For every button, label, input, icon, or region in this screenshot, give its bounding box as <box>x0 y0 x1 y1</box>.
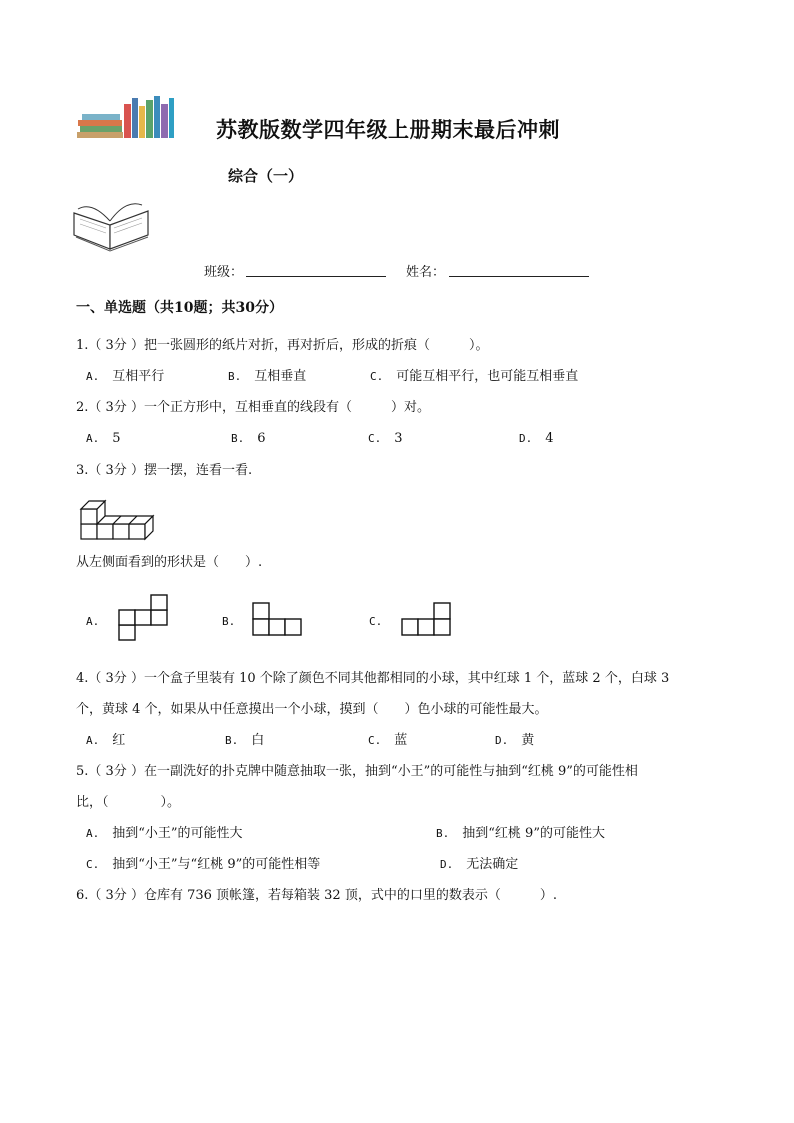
q3-option-b[interactable]: B. <box>222 615 236 628</box>
q3-option-a-figure <box>118 594 170 642</box>
q4-option-c[interactable]: C. 蓝 <box>368 733 408 748</box>
q5-option-a[interactable]: A. 抽到“小王”的可能性大 <box>86 826 243 841</box>
cube-stack-figure <box>78 494 164 542</box>
question-4-stem-line1: 4.（ 3分 ）一个盒子里装有 10 个除了颜色不同其他都相同的小球，其中红球 1 个，蓝球 2 个，白球 3 <box>76 671 670 686</box>
q1-option-a[interactable]: A. 互相平行 <box>86 369 165 384</box>
open-book-icon <box>70 195 152 253</box>
q5-option-c[interactable]: C. 抽到“小王”与“红桃 9”的可能性相等 <box>86 857 321 872</box>
name-field[interactable] <box>449 276 589 277</box>
q5-option-b[interactable]: B. 抽到“红桃 9”的可能性大 <box>436 826 605 841</box>
question-6-stem: 6.（ 3分 ）仓库有 736 顶帐篷，若每箱装 32 顶，式中的口里的数表示（ ）. <box>76 888 557 903</box>
q4-option-d[interactable]: D. 黄 <box>495 733 535 748</box>
question-5-stem-line2: 比，（ ）。 <box>76 795 181 810</box>
page-subtitle: 综合（一） <box>228 167 304 185</box>
q5-option-d[interactable]: D. 无法确定 <box>440 857 519 872</box>
question-2-stem: 2.（ 3分 ）一个正方形中，互相垂直的线段有（ ）对。 <box>76 400 430 415</box>
question-4-stem-line2: 个，黄球 4 个，如果从中任意摸出一个小球，摸到（ ）色小球的可能性最大。 <box>76 702 548 717</box>
q3-option-b-figure <box>252 602 304 638</box>
section-heading: 一、单选题（共10题；共30分） <box>76 300 283 316</box>
q2-option-c[interactable]: C. 3 <box>368 431 403 446</box>
q2-option-d[interactable]: D. 4 <box>519 431 554 446</box>
question-1-stem: 1.（ 3分 ）把一张圆形的纸片对折，再对折后，形成的折痕（ ）。 <box>76 338 489 353</box>
books-icon <box>76 94 176 142</box>
q3-option-a[interactable]: A. <box>86 615 100 628</box>
q2-option-b[interactable]: B. 6 <box>231 431 266 446</box>
q1-option-c[interactable]: C. 可能互相平行，也可能互相垂直 <box>370 369 579 384</box>
name-label: 姓名： <box>406 265 446 280</box>
q2-option-a[interactable]: A. 5 <box>86 431 121 446</box>
class-field[interactable] <box>246 276 386 277</box>
question-3-prompt: 从左侧面看到的形状是（ ）. <box>76 555 263 570</box>
class-label: 班级： <box>204 265 244 280</box>
q4-option-b[interactable]: B. 白 <box>225 733 265 748</box>
question-5-stem-line1: 5.（ 3分 ）在一副洗好的扑克牌中随意抽取一张，抽到“小王”的可能性与抽到“红桃 9”的可能性相 <box>76 764 638 779</box>
question-3-stem: 3.（ 3分 ）摆一摆，连看一看. <box>76 463 253 478</box>
q3-option-c[interactable]: C. <box>369 615 383 628</box>
q1-option-b[interactable]: B. 互相垂直 <box>228 369 307 384</box>
page-title: 苏教版数学四年级上册期末最后冲刺 <box>216 117 560 142</box>
q3-option-c-figure <box>401 602 453 638</box>
q4-option-a[interactable]: A. 红 <box>86 733 126 748</box>
